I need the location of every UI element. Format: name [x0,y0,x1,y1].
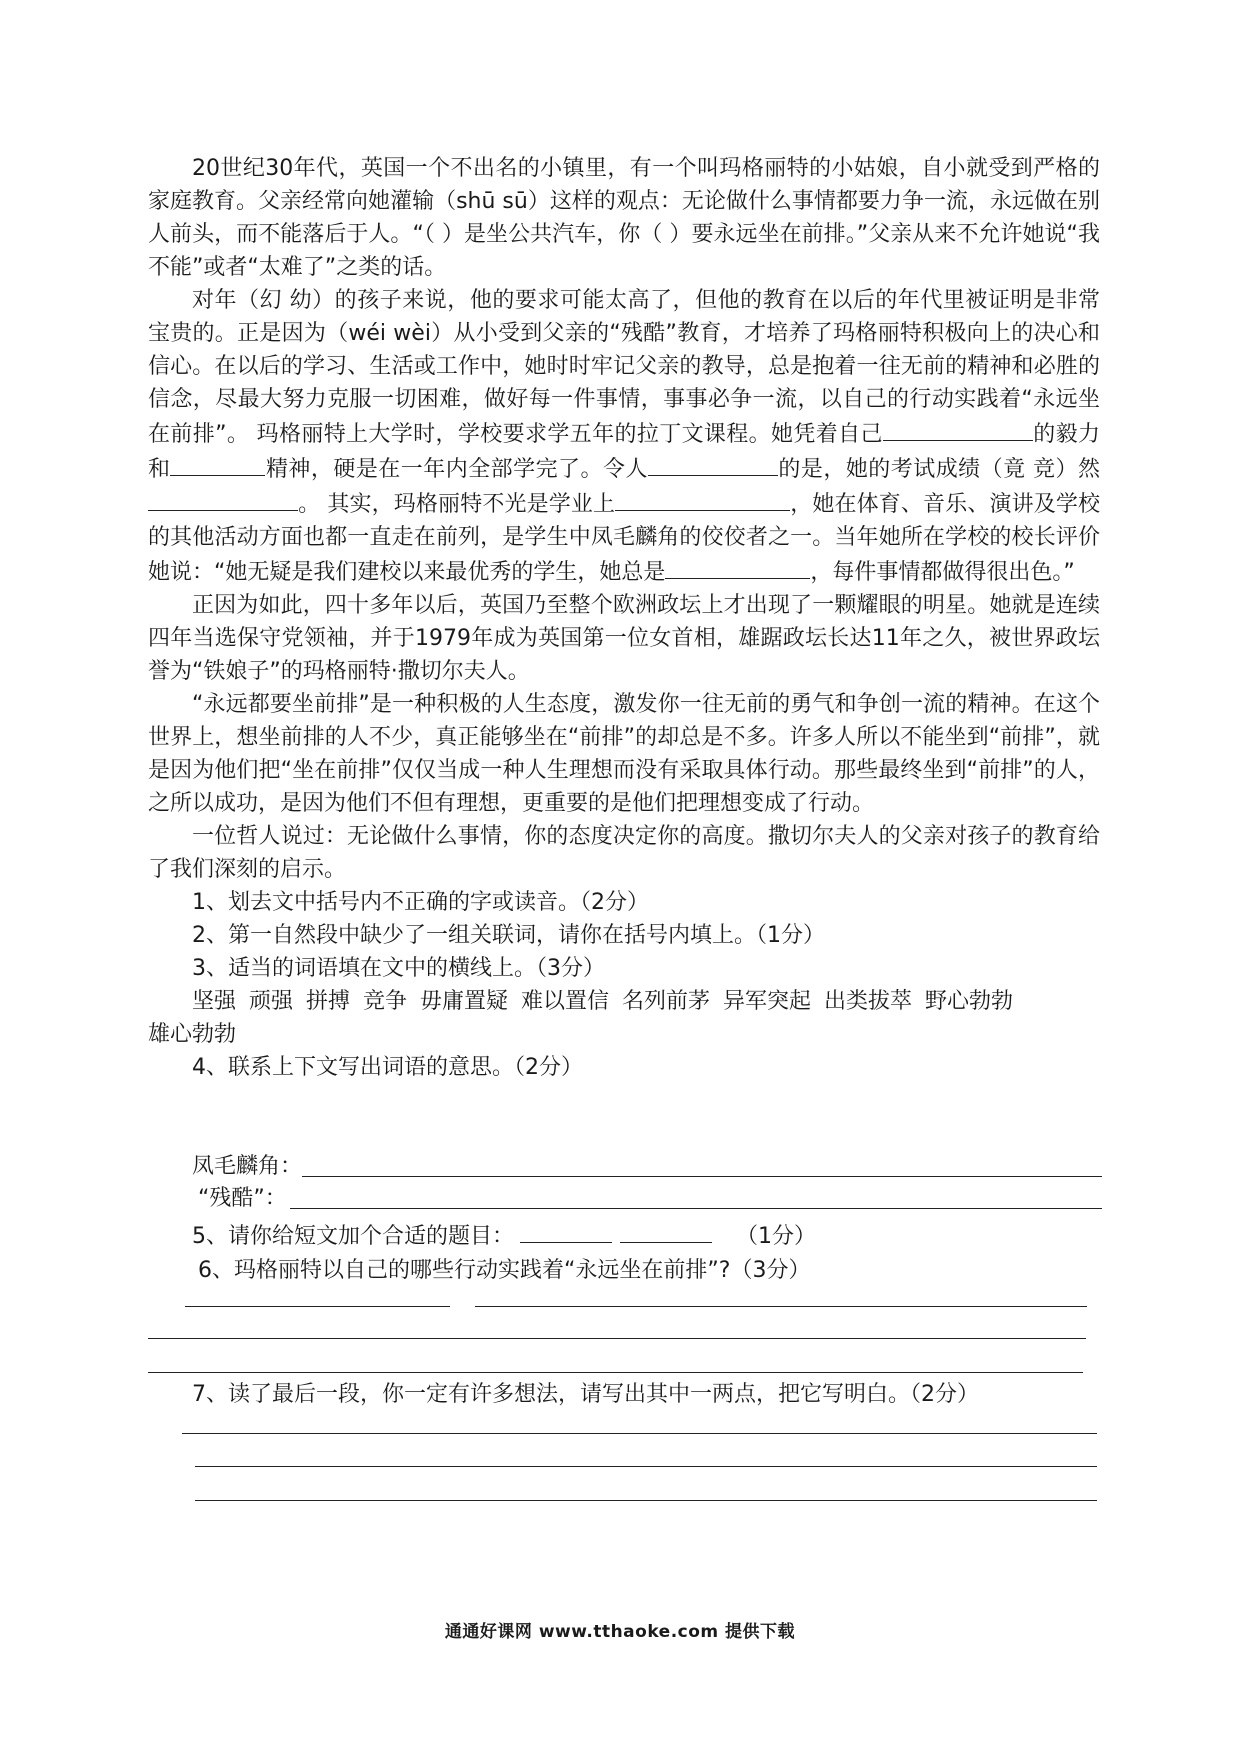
paragraph-5: 一位哲人说过：无论做什么事情，你的态度决定你的高度。撒切尔夫人的父亲对孩子的教育给了我们深刻的启示。 [148,824,1100,882]
question-1: 1、划去文中括号内不正确的字或读音。（2分） [192,890,649,915]
question-2: 2、第一自然段中缺少了一组关联词，请你在括号内填上。（1分） [192,923,825,948]
q7-answer-line-2[interactable] [195,1466,1097,1467]
paragraph-3: 正因为如此，四十多年以后，英国乃至整个欧洲政坛上才出现了一颗耀眼的明星。她就是连续四年当选保守党领袖，并于1979年成为英国第一位女首相，雄踞政坛长达11年之久，被世界政坛誉为“铁娘子”的玛格丽特·撒切尔夫人。 [148,593,1100,684]
paragraph-2-text-f: ，她在体育、音乐、演讲及学校的其他活动方面也都一直走在前列，是学生中凤毛麟角的佼佼者之一。当年她所在学校的校长评价她说：“她无疑是我们建校以来最优秀的学生，她总是 [148,492,1100,585]
q7-answer-line-3[interactable] [195,1500,1097,1501]
q6-answer-line-1a[interactable] [185,1306,450,1307]
fill-blank-3[interactable] [648,451,778,476]
q4-definition-row-2 [198,1184,287,1214]
footer-source: 通通好课网 www.tthaoke.com 提供下载 [444,1622,796,1642]
question-7: 7、读了最后一段，你一定有许多想法，请写出其中一两点，把它写明白。（2分） [192,1382,979,1407]
word-bank-line-2: 雄心勃勃 [148,1022,237,1047]
q6-answer-line-2[interactable] [148,1338,1086,1339]
fill-blank-6[interactable] [665,554,810,579]
paragraph-2-text-c: 精神，硬是在一年内全部学完了。令人 [265,457,648,482]
question-4: 4、联系上下文写出词语的意思。（2分） [192,1055,583,1080]
q6-answer-line-1b[interactable] [475,1306,1087,1307]
question-5-text: 5、请你给短文加个合适的题目： [192,1224,514,1249]
question-5 [192,1218,816,1252]
fill-blank-4[interactable] [148,486,298,511]
paragraph-4: “永远都要坐前排”是一种积极的人生态度，激发你一往无前的勇气和争创一流的精神。在这个世界上，想坐前排的人不少，真正能够坐在“前排”的却总是不多。许多人所以不能坐到“前排”，就是因为他们把“坐在前排”仅仅当成一种人生理想而没有采取具体行动。那些最终坐到“前排”的人，之所以成功，是因为他们不但有理想，更重要的是他们把理想变成了行动。 [148,692,1100,816]
passage [148,152,1100,1084]
fill-blank-2[interactable] [170,451,265,476]
q4-answer-line-2[interactable] [290,1208,1102,1209]
q7-answer-line-1[interactable] [182,1433,1097,1434]
paragraph-1 [148,152,1100,284]
q4-definition-row-1 [192,1152,302,1182]
question-6: 6、玛格丽特以自己的哪些行动实践着“永远坐在前排”?（3分） [198,1258,811,1283]
title-blank-1[interactable] [520,1218,612,1243]
paragraph-1-text: 20世纪30年代，英国一个不出名的小镇里，有一个叫玛格丽特的小姑娘，自小就受到严格的家庭教育。父亲经常向她灌输（shū sū）这样的观点：无论做什么事情都要力争一流，永远做在别人前头，而不能落后于人。“（ ）是坐公共汽车，你（ ）要永远坐在前排。”父亲从来不允许她说“我不能”或者“太难了”之类的话。 [148,156,1100,280]
q4-term-2: “残酷”： [198,1186,287,1211]
paragraph-2-text-e: 。 其实，玛格丽特不光是学业上 [298,492,616,517]
paragraph-2-text-g: ，每件事情都做得很出色。” [810,560,1075,585]
question-5-score: （1分） [736,1224,816,1249]
fill-blank-5[interactable] [615,486,790,511]
q4-term-1: 凤毛麟角： [192,1154,303,1179]
q6-answer-line-3[interactable] [148,1372,1083,1373]
question-3: 3、适当的词语填在文中的横线上。（3分） [192,956,605,981]
paragraph-2-text-d: 的是，她的考试成绩（竟 竞）然 [777,457,1100,482]
paragraph-2-text-b: 的毅力和 [148,422,1100,482]
fill-blank-1[interactable] [883,416,1033,441]
title-blank-2[interactable] [620,1218,712,1243]
paragraph-2-text-a: 对年（幻 幼）的孩子来说，他的要求可能太高了，但他的教育在以后的年代里被证明是非常宝贵的。正是因为（wéi wèi）从小受到父亲的“残酷”教育，才培养了玛格丽特积极向上的决心和信心。在以后的学习、生活或工作中，她时时牢记父亲的教导，总是抱着一往无前的精神和必胜的信念，尽最大努力克服一切困难，做好每一件事情，事事必争一流，以自己的行动实践着“永远坐在前排”。 玛格丽特上大学时，学校要求学五年的拉丁文课程。她凭着自己 [148,288,1100,447]
paragraph-2 [148,284,1100,589]
word-bank-line-1: 坚强 顽强 拼搏 竞争 毋庸置疑 难以置信 名列前茅 异军突起 出类拔萃 野心勃勃 [192,989,1013,1014]
q4-answer-line-1[interactable] [302,1176,1102,1177]
